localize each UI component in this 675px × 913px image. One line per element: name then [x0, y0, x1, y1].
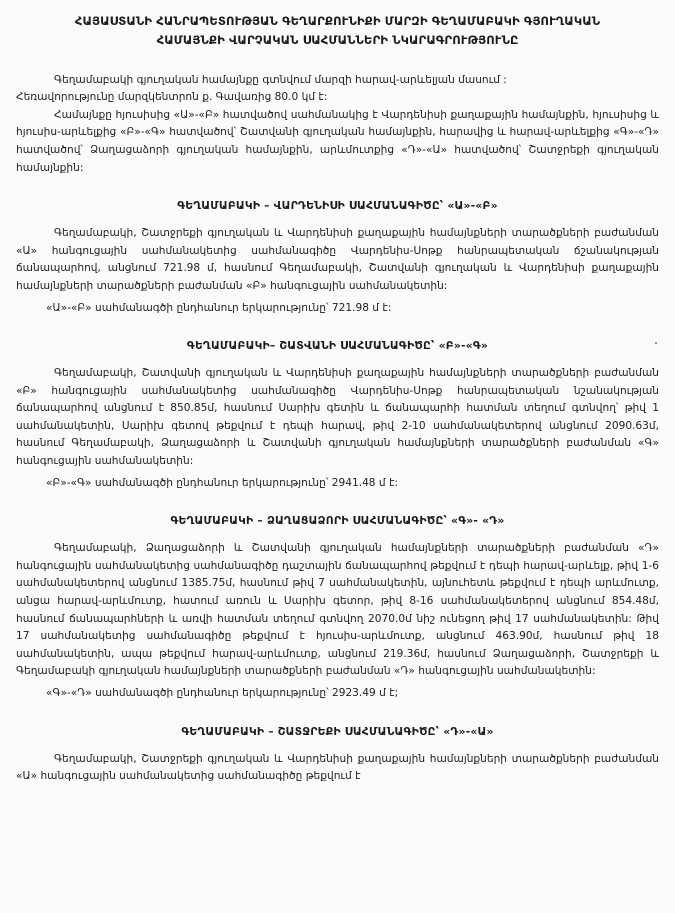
section-body-1: Գեղամաբակի, Շատջրեքի գյուղական և Վարդենիսի քաղաքային համայնքների տարածքների բաժանման «Ա» հանգուցային սահմանակետից սահմանագիծը Վարդենիս-Սոթք հանրապետական ճշանակության ճանապարհով, անցնում 721.98 մ, հասնում Գեղամաբակի, Շատվանի գյուղական և Վարդենիսի քաղաքային համայնքների տարածքների բաժանման «Բ» հանգուցային սահմանակետին:: [16, 227, 659, 292]
section-measure-1: «Ա»-«Բ» սահմանագծի ընդհանուր երկարությունը՝ 721.98 մ է:: [46, 301, 392, 314]
section-heading-3: ԳԵՂԱՄԱԲԱԿԻ – ՁԱՂԱՑԱՁՈՐԻ ՍԱՀՄԱՆԱԳԻԾԸ՝ «Գ»- «Դ»: [170, 514, 505, 528]
page-title-line-2: ՀԱՄԱՅՆՔԻ ՎԱՐՉԱԿԱՆ ՍԱՀՄԱՆՆԵՐԻ ՆԿԱՐԱԳՐՈՒԹՅՈՒՆԸ: [156, 32, 519, 47]
scan-artifact-dot: [655, 342, 657, 344]
section-measure-2: «Բ»-«Գ» սահմանագծի ընդհանուր երկարությունը՝ 2941.48 մ է:: [46, 476, 399, 489]
section-heading-2: ԳԵՂԱՄԱԲԱԿԻ– ՇԱՏՎԱՆԻ ՍԱՀՄԱՆԱԳԻԾԸ՝ «Բ»-«Գ»: [186, 339, 489, 353]
section-body-3: Գեղամաբակի, Ձաղացաձորի և Շատվանի գյուղական համայնքների տարածքների բաժանման «Դ» հանգուցային սահմանակետից սահմանագիծը դաշտային ճանապարհով թեքվում է դեպի հարավ-արևելք, թիվ 1-6 սահմանակետերով անցնում 1385.75մ, հասնում թիվ 7 սահմանակետին, այնուհետև թեքվում է դեպի արևմուտք, անցա հարավ-արևմուտք, հատում առուն և Սարիխ գետոր, թիվ 8-16 սահմանակետերով անցնում 854.48մ, հասնում ճանապարհների և առվի հատման տեղում գտնվող 2070.0մ նիշ ունեցող թիվ 17 սահմանակետին: Թիվ 17 սահմանակետից սահմանագիծը թեքվում է հյուսիս-արևմուտք, անցնում 463.90մ, հասնում թիվ 18 սահմանակետին, ապա թեքվում հարավ-արևմուտք, անցնում 219.36մ, հասնում Ձաղացաձորի, Շատջրեքի և Գեղամաբակի գյուղական համայնքների տարածքների բաժանման «Դ» հանգուցային սահմանակետին:: [16, 542, 659, 678]
page-title: [16, 12, 659, 50]
intro-paragraph-2: Հեռավորությունը մարզկենտրոն ք. Գավառից 80.0 կմ է:: [16, 91, 328, 104]
section-measure-3: «Գ»-«Դ» սահմանագծի ընդհանուր երկարությունը՝ 2923.49 մ է;: [46, 687, 399, 699]
section-body-4: Գեղամաբակի, Շատջրեքի գյուղական և Վարդենիսի քաղաքային համայնքների տարածքների բաժանման «Ա» հանգուցային սահմանակետից սահմանագիծը թեքվում է: [16, 752, 659, 783]
page-title-line-1: ՀԱՅԱՍՏԱՆԻ ՀԱՆՐԱՊԵՏՈՒԹՅԱՆ ԳԵՂԱՐՔՈՒՆԻՔԻ ՄԱՐԶԻ ԳԵՂԱՄԱԲԱԿԻ ԳՅՈՒՂԱԿԱՆ: [74, 14, 601, 28]
intro-paragraph-1: Գեղամաբակի գյուղական համայնքը գտնվում մարզի հարավ-արևելյան մասում :: [54, 73, 507, 86]
section-body-2: Գեղամաբակի, Շատվանի գյուղական և Վարդենիսի քաղաքային համայնքների տարածքների բաժանման «Բ» հանգուցային սահմանակետից սահմանագիծը Վարդենիս-Սոթք հանրապետական նշանակության ճանապարհով անցնում է 850.85մ, հասնում Սարիխ գետին և ճանապարհի հատման տեղում գտնվող՝ թիվ 1 սահմանակետին, Սարիխ գետով թեքվում է դեպի հարավ, թիվ 2-10 սահմանակետերով անցնում 2090.63մ, հասնում Գեղամաբակի, Ձաղացաձորի և Շատվանի գյուղական համայնքների տարածքների բաժանման «Գ» հանգուցային սահմանակետին:: [16, 367, 659, 468]
intro-paragraph-3: Համայնքը հյուսիսից «Ա»-«Բ» հատվածով սահմանակից է Վարդենիսի քաղաքային համայնքին, հյուսիսից և հյուսիս-արևելքից «Բ»-«Գ» հատվածով՝ Շատվանի գյուղական համայնքին, հարավից և հարավ-արևելքից «Գ»-«Դ» հատվածով՝ Ձաղացաձորի գյուղական համայնքին, արևմուտքից «Դ»-«Ա» հատվածով՝ Շատջրեքի գյուղական համայնքին:: [16, 108, 659, 174]
section-heading-4: ԳԵՂԱՄԱԲԱԿԻ – ՇԱՏՋՐԵՔԻ ՍԱՀՄԱՆԱԳԻԾԸ՝ «Դ»-«Ա»: [181, 724, 494, 738]
document-body: [16, 72, 659, 786]
section-heading-1: ԳԵՂԱՄԱԲԱԿԻ – ՎԱՐԴԵՆԻՍԻ ՍԱՀՄԱՆԱԳԻԾԸ՝ «Ա»-«Բ»: [177, 199, 498, 213]
